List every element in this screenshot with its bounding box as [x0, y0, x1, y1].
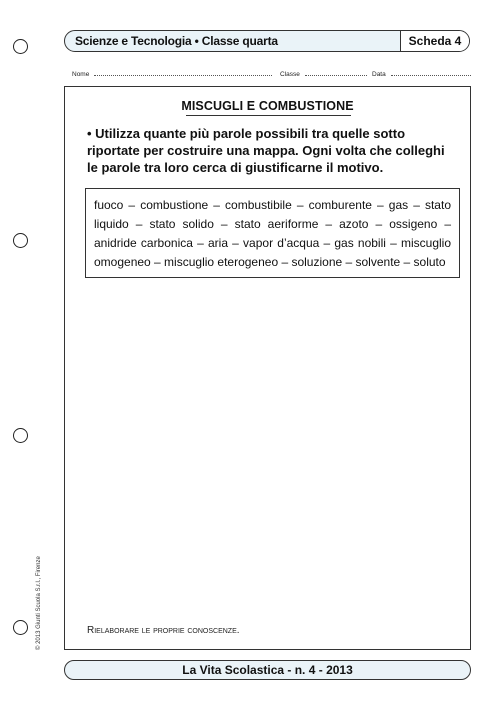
classe-label: Classe	[280, 71, 300, 78]
nome-dotted-line	[94, 69, 272, 76]
nome-field[interactable]	[72, 69, 272, 78]
footer-bar: La Vita Scolastica - n. 4 - 2013	[64, 660, 471, 680]
binder-hole-3	[13, 428, 28, 443]
scheda-label: Scheda 4	[400, 31, 469, 51]
data-dotted-line	[391, 69, 471, 76]
data-label: Data	[372, 71, 386, 78]
worksheet-title: MISCUGLI E COMBUSTIONE	[181, 99, 354, 113]
nome-label: Nome	[72, 71, 90, 78]
binder-hole-2	[13, 233, 28, 248]
data-field[interactable]	[372, 69, 471, 78]
binder-hole-1	[13, 39, 28, 54]
classe-field[interactable]	[280, 69, 367, 78]
word-list-box: fuoco – combustione – combustibile – comburente – gas – stato liquido – stato solido – stato aeriforme – azoto – ossigeno – anidride carbonica – aria – vapor d’acqua – gas nobili – miscuglio omogeneo – miscuglio eterogeneo – soluzione – solvente – soluto	[85, 188, 460, 278]
binder-hole-4	[13, 620, 28, 635]
subject-title: Scienze e Tecnologia • Classe quarta	[75, 34, 278, 48]
title-underline	[186, 115, 351, 116]
header-bar	[64, 30, 470, 52]
copyright-text: © 2013 Giunti Scuola S.r.l., Firenze	[36, 556, 42, 650]
instruction-text: • Utilizza quante più parole possibili tra quelle sotto riportate per costruire una mappa. Ogni volta che colleghi le parole tra loro cerca di giustificarne il motivo.	[87, 126, 445, 175]
worksheet-frame	[64, 86, 471, 650]
skill-note: Rielaborare le proprie conoscenze.	[87, 625, 240, 636]
classe-dotted-line	[305, 69, 367, 76]
